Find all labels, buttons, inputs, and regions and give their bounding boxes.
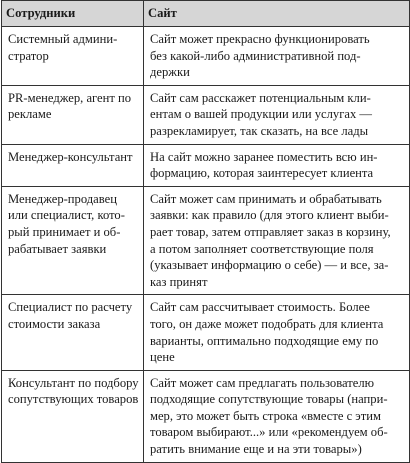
site-cell-line: каз принят: [150, 274, 208, 289]
site-cell-line: Сайт может сам предлагать пользователю: [150, 375, 375, 390]
site-cell-line: ратить внимание еще и на эти товары»): [150, 442, 362, 457]
staff-cell-line: или специалист, кото-: [8, 208, 125, 223]
site-cell-line: мер, это может быть строка «вместе с этим: [150, 408, 381, 423]
table-row: [2, 144, 410, 186]
table-row: [2, 27, 410, 86]
header-staff: Сотрудники: [2, 1, 144, 27]
site-cell-line: подходящие сопутствующие товары (напри-: [150, 392, 388, 407]
staff-cell: [2, 295, 144, 370]
header-site: Сайт: [144, 1, 410, 27]
site-cell: [144, 370, 410, 462]
site-cell-line: цене: [150, 350, 175, 365]
site-cell-line: формацию, которая заинтересует клиента: [150, 166, 374, 181]
staff-cell-line: Менеджер-консультант: [8, 149, 133, 164]
staff-cell-line: Менеджер-продавец: [8, 191, 117, 206]
table-header: [2, 1, 410, 27]
site-cell-line: без какой-либо административной под-: [150, 48, 361, 63]
site-cell: [144, 186, 410, 295]
staff-cell-line: стоимости заказа: [8, 316, 101, 331]
site-cell-line: ентам о вашей продукции или услугах —: [150, 107, 373, 122]
site-cell: [144, 85, 410, 144]
staff-cell-line: сопутствующих товаров: [8, 392, 139, 407]
staff-cell: [2, 85, 144, 144]
staff-cell-line: Консультант по подбору: [8, 375, 139, 390]
site-cell-line: того, он даже может подобрать для клиента: [150, 316, 384, 331]
staff-cell-line: PR-менеджер, агент по: [8, 90, 132, 105]
staff-cell-line: рекламе: [8, 107, 52, 122]
staff-cell-line: стратор: [8, 48, 49, 63]
site-cell: [144, 27, 410, 86]
site-cell-line: (указывает информацию о себе) — и все, за-: [150, 258, 389, 273]
site-cell: [144, 295, 410, 370]
site-cell-line: варианты, оптимально подходящие ему по: [150, 333, 379, 348]
table-row: [2, 186, 410, 295]
staff-cell-line: рый принимает и об-: [8, 224, 121, 239]
site-cell-line: товаром выбирают...» или «рекомендуем об-: [150, 425, 388, 440]
table-row: [2, 85, 410, 144]
staff-cell-line: Системный админи-: [8, 32, 118, 46]
staff-cell-line: Специалист по расчету: [8, 300, 133, 315]
site-cell-line: рает товар, затем отправляет заказ в корзину,: [150, 224, 391, 239]
table-body: [2, 27, 410, 463]
site-cell: [144, 144, 410, 186]
staff-cell: [2, 186, 144, 295]
staff-cell: [2, 144, 144, 186]
site-cell-line: Сайт сам расскажет потенциальным кли-: [150, 90, 371, 105]
site-cell-line: разрекламирует, так сказать, на все лады: [150, 123, 369, 138]
staff-vs-site-table: [1, 0, 410, 463]
site-cell-line: На сайт можно заранее поместить всю ин-: [150, 149, 378, 164]
site-cell-line: заявки: как правило (для этого клиент выби-: [150, 208, 389, 223]
table-row: [2, 370, 410, 462]
site-cell-line: держки: [150, 65, 190, 80]
table-row: [2, 295, 410, 370]
staff-cell: [2, 27, 144, 86]
header-row: [2, 1, 410, 27]
site-cell-line: а потом заполняет соответствующие поля: [150, 241, 374, 256]
site-cell-line: Сайт может сам принимать и обрабатывать: [150, 191, 382, 206]
staff-cell-line: рабатывает заявки: [8, 241, 107, 256]
site-cell-line: Сайт сам рассчитывает стоимость. Более: [150, 300, 370, 315]
staff-cell: [2, 370, 144, 462]
site-cell-line: Сайт может прекрасно функционировать: [150, 32, 370, 46]
